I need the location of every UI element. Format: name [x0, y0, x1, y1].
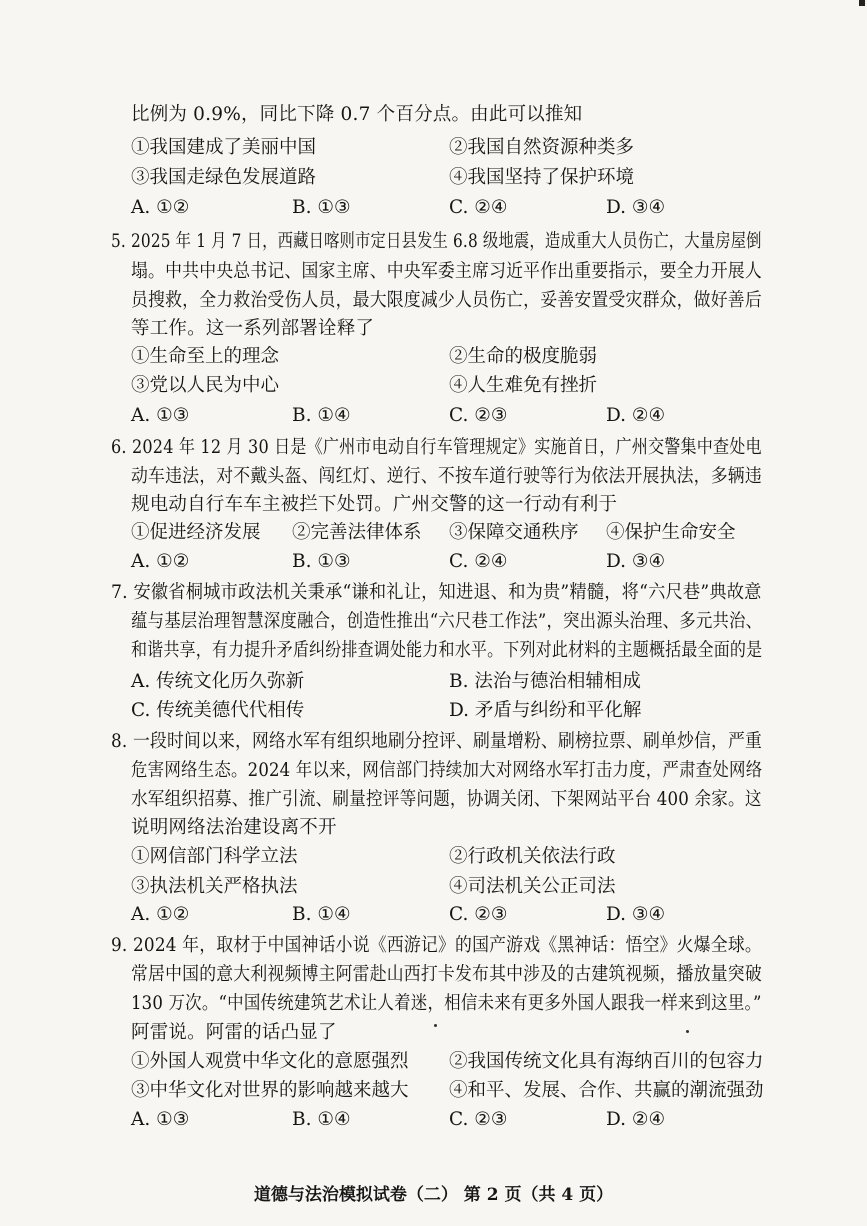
q6-statement-1: ①促进经济发展 [131, 522, 261, 543]
q5-statement-1: ①生命至上的理念 [131, 346, 280, 367]
scan-speck [434, 1024, 437, 1027]
q5-choice-c: C. ②③ [449, 405, 508, 426]
q8-statement-3: ③执法机关严格执法 [131, 876, 298, 897]
scan-corner-mark [859, 0, 865, 6]
q7-stem-line-1: 7. 安徽省桐城市政法机关秉承“谦和礼让，知进退、和为贵”精髓，将“六尺巷”典故意 [111, 582, 762, 603]
q7-choice-d: D. 矛盾与纠纷和平化解 [449, 700, 642, 721]
q6-choice-b: B. ①③ [292, 551, 351, 572]
q6-choice-a: A. ①② [131, 551, 190, 572]
scan-speck [686, 1030, 689, 1033]
q4-choice-b: B. ①③ [292, 197, 351, 218]
q5-statement-4: ④人生难免有挫折 [449, 375, 598, 396]
q9-statement-1: ①外国人观赏中华文化的意愿强烈 [131, 1051, 409, 1072]
q7-choice-a: A. 传统文化历久弥新 [131, 671, 305, 692]
q6-statement-4: ④保护生命安全 [606, 522, 736, 543]
q5-choice-d: D. ②④ [606, 405, 666, 426]
q6-stem-line-2: 动车违法，对不戴头盔、闯红灯、逆行、不按车道行驶等行为依法开展执法，多辆违 [131, 466, 762, 487]
q8-choice-c: C. ②③ [449, 904, 508, 925]
q4-statement-4: ④我国坚持了保护环境 [449, 167, 635, 188]
q8-stem-line-2: 危害网络生态。2024 年以来，网信部门持续加大对网络水军打击力度，严肃查处网络 [131, 760, 763, 781]
q6-stem-line-3: 规电动自行车车主被拦下处罚。广州交警的这一行动有利于 [131, 494, 618, 515]
q9-choice-a: A. ①③ [131, 1109, 190, 1130]
q8-choice-d: D. ③④ [606, 904, 666, 925]
q8-stem-line-4: 说明网络法治建设离不开 [131, 817, 337, 838]
q9-stem-line-1: 9. 2024 年，取材于中国神话小说《西游记》的国产游戏《黑神话：悟空》火爆全球。 [111, 935, 762, 956]
q8-stem-line-3: 水军组织招募、推广引流、刷量控评等问题，协调关闭、下架网站平台 400 余家。这 [131, 789, 762, 810]
q5-statement-2: ②生命的极度脆弱 [449, 346, 598, 367]
q9-choice-d: D. ②④ [606, 1109, 666, 1130]
q5-choice-b: B. ①④ [292, 405, 351, 426]
q6-statement-2: ②完善法律体系 [292, 522, 422, 543]
q6-choice-c: C. ②④ [449, 551, 508, 572]
q6-choice-d: D. ③④ [606, 551, 666, 572]
q4-choice-a: A. ①② [131, 197, 190, 218]
q8-statement-2: ②行政机关依法行政 [449, 846, 616, 867]
q7-stem-line-2: 蕴与基层治理智慧深度融合，创造性推出“六尺巷工作法”，突出源头治理、多元共治、 [131, 611, 763, 632]
q5-statement-3: ③党以人民为中心 [131, 375, 280, 396]
q9-statement-4: ④和平、发展、合作、共赢的潮流强劲 [449, 1080, 764, 1101]
q9-stem-line-3: 130 万次。“中国传统建筑艺术让人着迷，相信未来有更多外国人跟我一样来到这里。” [131, 993, 762, 1014]
q9-choice-b: B. ①④ [292, 1109, 351, 1130]
q9-statement-3: ③中华文化对世界的影响越来越大 [131, 1080, 409, 1101]
q4-statement-3: ③我国走绿色发展道路 [131, 167, 317, 188]
q9-stem-line-2: 常居中国的意大利视频博主阿雷赴山西打卡发布其中涉及的古建筑视频，播放量突破 [131, 964, 762, 985]
q8-statement-4: ④司法机关公正司法 [449, 876, 616, 897]
q5-stem-line-4: 等工作。这一系列部署诠释了 [131, 318, 375, 339]
q4-choice-c: C. ②④ [449, 197, 508, 218]
q8-choice-a: A. ①② [131, 904, 190, 925]
q6-stem-line-1: 6. 2024 年 12 月 30 日是《广州市电动自行车管理规定》实施首日，广州交警集中查处电 [111, 437, 762, 458]
q4-choice-d: D. ③④ [606, 197, 666, 218]
q8-statement-1: ①网信部门科学立法 [131, 846, 298, 867]
q5-stem-line-2: 塌。中共中央总书记、国家主席、中央军委主席习近平作出重要指示，要全力开展人 [131, 261, 762, 282]
q8-stem-line-1: 8. 一段时间以来，网络水军有组织地刷分控评、刷量增粉、刷榜拉票、刷单炒信，严重 [111, 731, 763, 752]
q5-choice-a: A. ①③ [131, 405, 190, 426]
q7-choice-c: C. 传统美德代代相传 [131, 700, 305, 721]
q4-stem: 比例为 0.9%，同比下降 0.7 个百分点。由此可以推知 [131, 104, 583, 125]
q4-statement-2: ②我国自然资源种类多 [449, 137, 635, 158]
q7-choice-b: B. 法治与德治相辅相成 [449, 671, 641, 692]
q5-stem-line-3: 员搜救，全力救治受伤人员，最大限度减少人员伤亡，妥善安置受灾群众，做好善后 [131, 290, 762, 311]
q7-stem-line-3: 和谐共享，有力提升矛盾纠纷排查调处能力和水平。下列对此材料的主题概括最全面的是 [131, 640, 763, 661]
page-footer: 道德与法治模拟试卷（二） 第 2 页（共 4 页） [253, 1185, 614, 1205]
q8-choice-b: B. ①④ [292, 904, 351, 925]
q9-statement-2: ②我国传统文化具有海纳百川的包容力 [449, 1051, 764, 1072]
q6-statement-3: ③保障交通秩序 [449, 522, 579, 543]
q9-choice-c: C. ②③ [449, 1109, 508, 1130]
q4-statement-1: ①我国建成了美丽中国 [131, 137, 317, 158]
q5-stem-line-1: 5. 2025 年 1 月 7 日，西藏日喀则市定日县发生 6.8 级地震，造成重大人员伤亡，大量房屋倒 [111, 231, 762, 252]
q9-stem-line-4: 阿雷说。阿雷的话凸显了 [131, 1022, 337, 1043]
